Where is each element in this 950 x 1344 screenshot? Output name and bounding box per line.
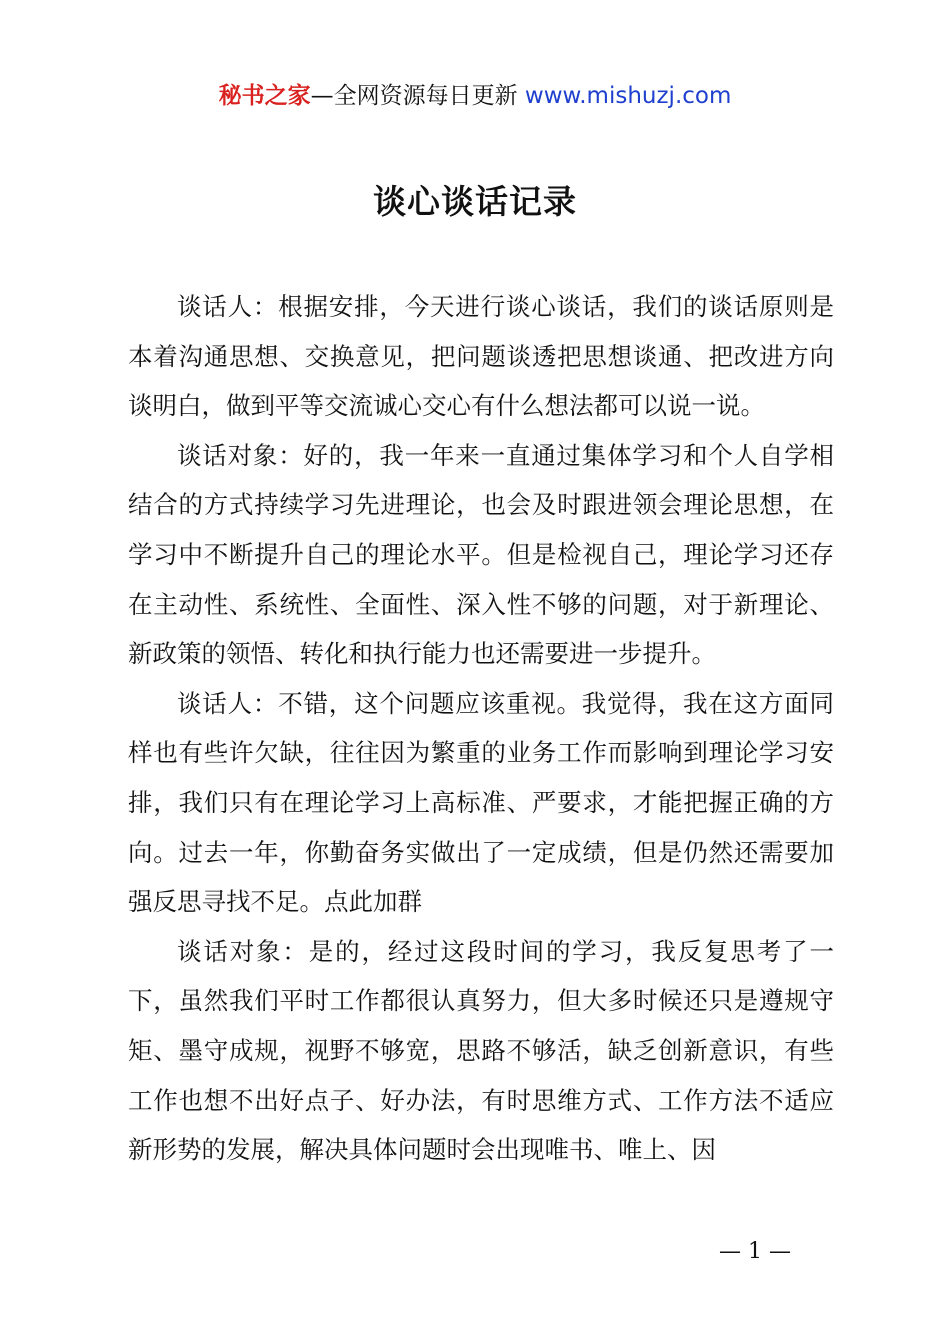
paragraph: 谈话人：根据安排，今天进行谈心谈话，我们的谈话原则是本着沟通思想、交换意见，把问题谈透把思想谈通、把改进方向谈明白，做到平等交流诚心交心有什么想法都可以说一说。 (128, 292, 834, 421)
page-number: — 1 — (719, 1239, 791, 1264)
site-tagline: —全网资源每日更新 (310, 83, 518, 109)
paragraph: 谈话对象：好的，我一年来一直通过集体学习和个人自学相结合的方式持续学习先进理论，也会及时跟进领会理论思想，在学习中不断提升自己的理论水平。但是检视自己，理论学习还存在主动性、系统性、全面性、深入性不够的问题，对于新理论、新政策的领悟、转化和执行能力也还需要进一步提升。 (128, 440, 834, 669)
site-banner (0, 80, 950, 112)
site-url-link[interactable]: www.mishuzj.com (524, 83, 732, 109)
site-brand-name: 秘书之家 (218, 83, 311, 109)
paragraph: 谈话对象：是的，经过这段时间的学习，我反复思考了一下，虽然我们平时工作都很认真努力，但大多时候还只是遵规守矩、墨守成规，视野不够宽，思路不够活，缺乏创新意识，有些工作也想不出好点子、好办法，有时思维方式、工作方法不适应新形势的发展，解决具体问题时会出现唯书、唯上、因 (128, 936, 834, 1165)
document-body (128, 282, 834, 1175)
paragraph: 谈话人：不错，这个问题应该重视。我觉得，我在这方面同样也有些许欠缺，往往因为繁重的业务工作而影响到理论学习安排，我们只有在理论学习上高标准、严要求，才能把握正确的方向。过去一年，你勤奋务实做出了一定成绩，但是仍然还需要加强反思寻找不足。点此加群 (128, 688, 834, 917)
document-title: 谈心谈话记录 (373, 182, 577, 221)
